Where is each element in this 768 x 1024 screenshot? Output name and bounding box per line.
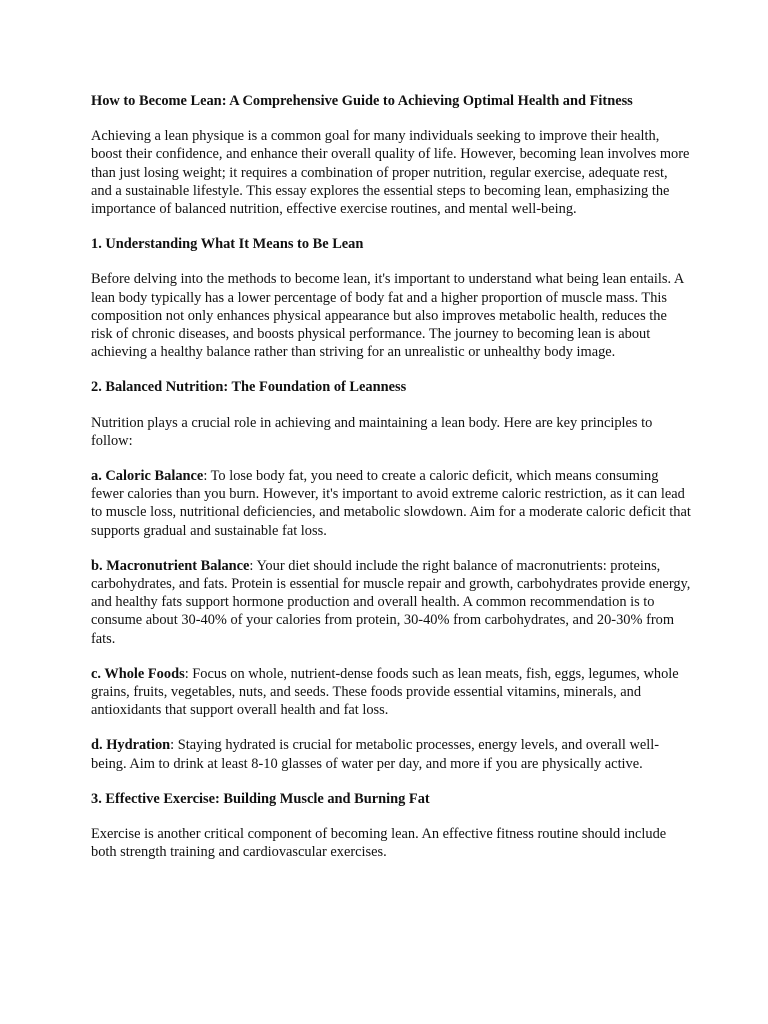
list-item-macronutrient-balance bbox=[91, 557, 691, 648]
list-item-lead: b. Macronutrient Balance bbox=[91, 557, 250, 574]
list-item-lead: a. Caloric Balance bbox=[91, 468, 204, 485]
section-3-heading: 3. Effective Exercise: Building Muscle and Burning Fat bbox=[91, 790, 430, 807]
section-1-body: Before delving into the methods to become lean, it's important to understand what being lean entails. A lean body typically has a lower percentage of body fat and a higher proportion of muscle mass. This composition not only enhances physical appearance but also improves metabolic health, reduces the risk of chronic diseases, and boosts physical performance. The journey to becoming lean is about achieving a healthy balance rather than striving for an unrealistic or unhealthy body image. bbox=[91, 271, 684, 361]
list-item-hydration bbox=[91, 736, 691, 772]
list-item-text: : Your diet should include the right balance of macronutrients: proteins, carbohydrates, and fats. Protein is essential for muscle repair and growth, carbohydrates provide energy, and healthy fats support hormone production and overall health. A common recommendation is to consume about 30-40% of your calories from protein, 30-40% from carbohydrates, and 20-30% from fats. bbox=[91, 557, 691, 647]
section-3-body: Exercise is another critical component of becoming lean. An effective fitness routine should include both strength training and cardiovascular exercises. bbox=[91, 826, 667, 861]
section-2-body: Nutrition plays a crucial role in achieving and maintaining a lean body. Here are key principles to follow: bbox=[91, 414, 653, 449]
list-item-text: : Focus on whole, nutrient-dense foods such as lean meats, fish, eggs, legumes, whole grains, fruits, vegetables, nuts, and seeds. These foods provide essential vitamins, minerals, and antioxidants that support overall health and fat loss. bbox=[91, 665, 679, 719]
list-item-lead: d. Hydration bbox=[91, 737, 171, 754]
section-1-heading: 1. Understanding What It Means to Be Lean bbox=[91, 236, 364, 253]
list-item-text: : Staying hydrated is crucial for metabolic processes, energy levels, and overall well-being. Aim to drink at least 8-10 glasses of water per day, and more if you are physically active. bbox=[91, 737, 660, 772]
list-item-caloric-balance bbox=[91, 467, 691, 540]
list-item-lead: c. Whole Foods bbox=[91, 665, 185, 682]
section-2-heading: 2. Balanced Nutrition: The Foundation of Leanness bbox=[91, 379, 407, 396]
list-item-whole-foods bbox=[91, 665, 691, 720]
list-item-text: : To lose body fat, you need to create a caloric deficit, which means consuming fewer calories than you burn. However, it's important to avoid extreme caloric restriction, as it can lead to muscle loss, nutritional deficiencies, and metabolic slowdown. Aim for a moderate caloric deficit that supports gradual and sustainable fat loss. bbox=[91, 468, 691, 539]
document-title: How to Become Lean: A Comprehensive Guide to Achieving Optimal Health and Fitness bbox=[91, 93, 633, 109]
intro-paragraph: Achieving a lean physique is a common goal for many individuals seeking to improve their health, boost their confidence, and enhance their overall quality of life. However, becoming lean involves more than just losing weight; it requires a combination of proper nutrition, regular exercise, adequate rest, and a sustainable lifestyle. This essay explores the essential steps to becoming lean, emphasizing the importance of balanced nutrition, effective exercise routines, and mental well-being. bbox=[91, 128, 690, 218]
